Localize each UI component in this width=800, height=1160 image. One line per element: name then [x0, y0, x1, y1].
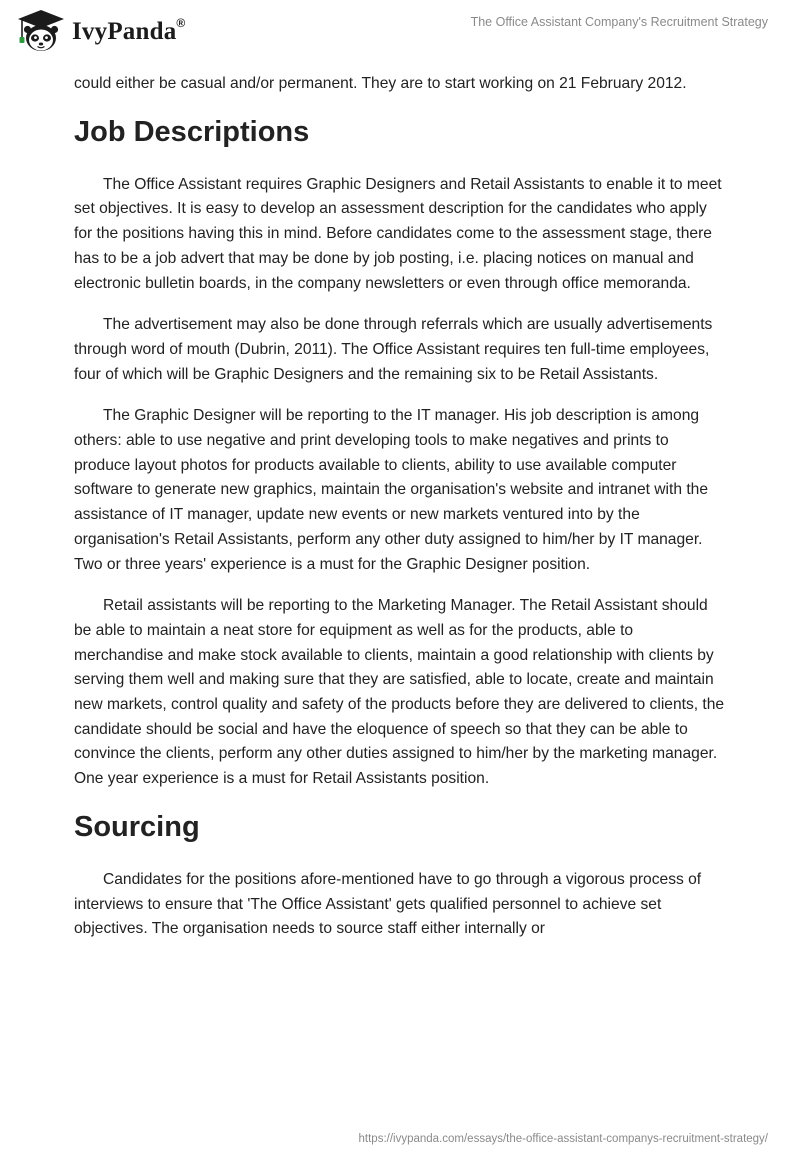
- source-url[interactable]: https://ivypanda.com/essays/the-office-assistant-companys-recruitment-strategy/: [358, 1133, 768, 1145]
- header: [0, 0, 800, 70]
- essay-body: [74, 72, 726, 959]
- brand-name: IvyPanda®: [72, 16, 186, 45]
- section-heading-job-descriptions: Job Descriptions: [74, 115, 310, 148]
- panda-graduate-icon: [14, 8, 68, 54]
- ivypanda-logo[interactable]: [14, 8, 185, 54]
- paragraph: The advertisement may also be done through referrals which are usually advertisements through word of mouth (Dubrin, 2011). The Office Assistant requires ten full-time employees, four of which will be Graphic Designers and the remaining six to be Retail Assistants.: [74, 316, 713, 383]
- paragraph: The Office Assistant requires Graphic Designers and Retail Assistants to enable it to meet set objectives. It is easy to develop an assessment description for the candidates who apply for the positions having this in mind. Before candidates come to the assessment stage, there has to be a job advert that may be done by job posting, i.e. placing notices on manual and electronic bulletin boards, in the company newsletters or even through office memoranda.: [74, 175, 722, 292]
- intro-paragraph: could either be casual and/or permanent. They are to start working on 21 February 2012.: [74, 75, 687, 92]
- section-heading-sourcing: Sourcing: [74, 810, 200, 843]
- paragraph: The Graphic Designer will be reporting to the IT manager. His job description is among others: able to use negative and print developing tools to make negatives and prints to produce layout photos for products available to clients, ability to use available computer software to generate new graphics, maintain the organisation's website and intranet with the assistance of IT manager, update new events or new markets ventured into by the organisation's Retail Assistants, perform any other duty assigned to him/her by IT manager. Two or three years' experience is a must for the Graphic Designer position.: [74, 407, 709, 573]
- paragraph: Candidates for the positions afore-mentioned have to go through a vigorous process of interviews to ensure that 'The Office Assistant' gets qualified personnel to achieve set objectives. The organisation needs to source staff either internally or: [74, 870, 702, 938]
- document-title: The Office Assistant Company's Recruitment Strategy: [470, 15, 768, 29]
- paragraph: Retail assistants will be reporting to the Marketing Manager. The Retail Assistant should be able to maintain a neat store for equipment as well as for the products, able to merchandise and make stock available to clients, maintain a good relationship with clients by serving them well and making sure that they are satisfied, able to locate, create and maintain new markets, control quality and safety of the products before they are delivered to clients, the candidate should be social and have the eloquence of speech so that they can be able to convince the clients, perform any other duties assigned to him/her by the marketing manager. One year experience is a must for Retail Assistants position.: [74, 597, 725, 788]
